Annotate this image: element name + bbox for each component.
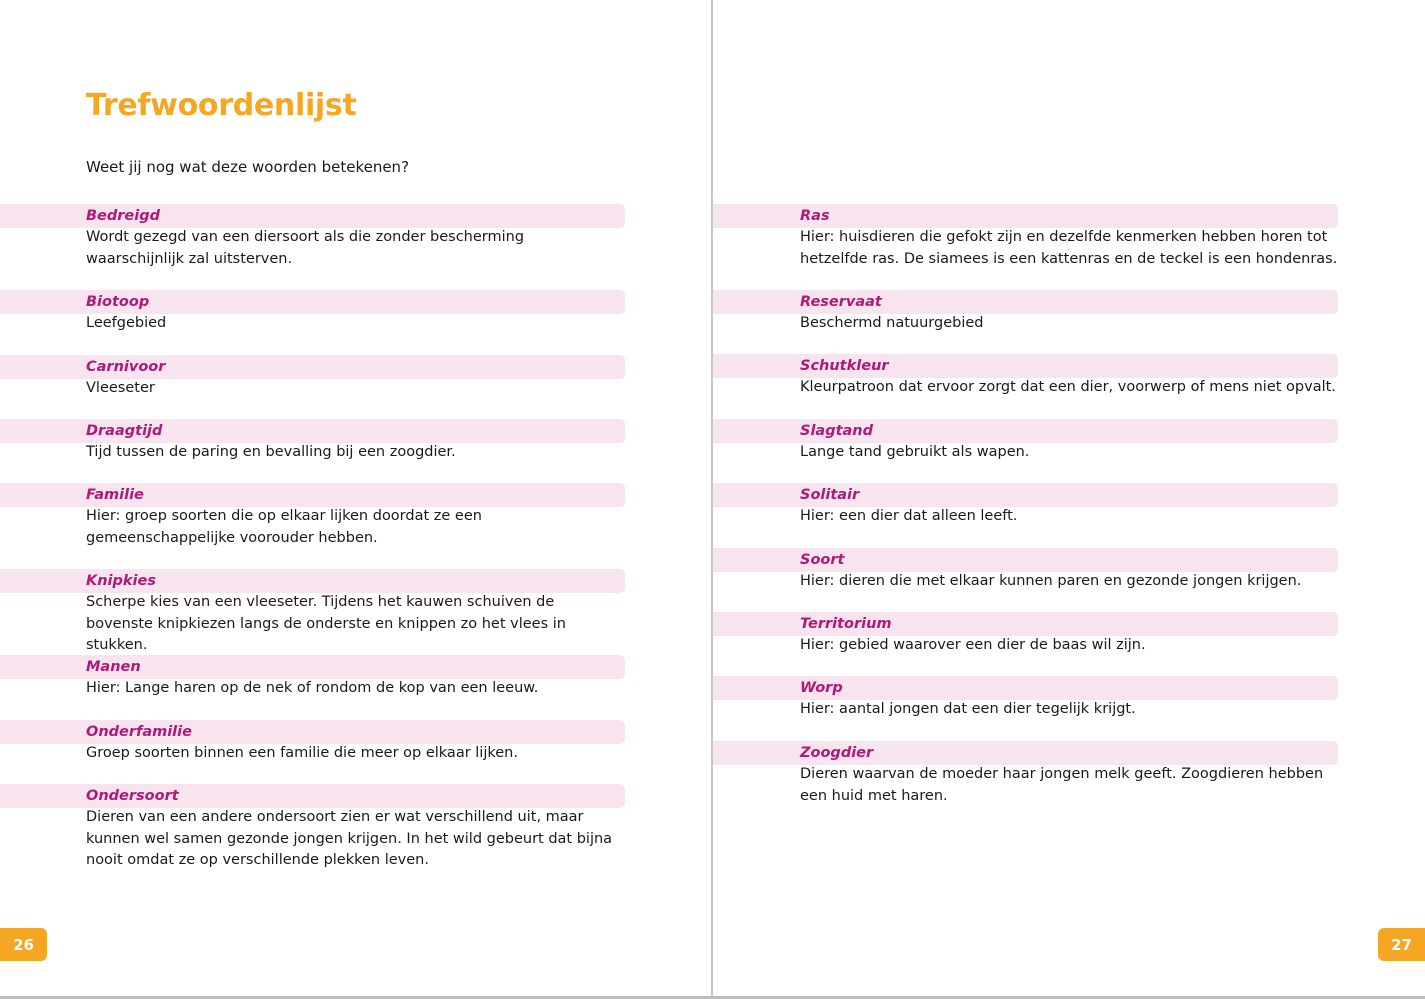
term-bar [0,483,625,507]
glossary-definition: Hier: dieren die met elkaar kunnen paren en gezonde jongen krijgen. [800,573,1302,589]
term-bar [713,204,1338,228]
glossary-term: Bedreigd [86,208,160,224]
glossary-term: Carnivoor [86,359,166,375]
term-bar [0,784,625,808]
term-bar [0,290,625,314]
intro-text: Weet jij nog wat deze woorden betekenen? [86,158,410,176]
glossary-list-right [713,0,1425,996]
glossary-entry [0,784,625,872]
glossary-entry [0,419,625,464]
glossary-definition: Beschermd natuurgebied [800,315,984,331]
glossary-entry [713,483,1338,528]
glossary-entry [713,290,1338,335]
glossary-entry [713,419,1338,464]
glossary-entry [713,676,1338,721]
glossary-term: Onderfamilie [86,724,192,740]
glossary-definition: Hier: aantal jongen dat een dier tegelijk krijgt. [800,701,1136,717]
glossary-definition: Hier: een dier dat alleen leeft. [800,508,1018,524]
glossary-term: Knipkies [86,573,156,589]
glossary-term: Ondersoort [86,788,179,804]
right-page [713,0,1425,996]
term-bar [0,655,625,679]
term-bar [0,355,625,379]
glossary-term: Solitair [800,487,860,503]
term-bar [713,354,1338,378]
term-bar [713,741,1338,765]
glossary-definition: Hier: huisdieren die gefokt zijn en dezelfde kenmerken hebben horen tot hetzelfde ras. De siamees is een kattenras en de teckel is een hondenras. [800,229,1338,267]
glossary-definition: Hier: gebied waarover een dier de baas wil zijn. [800,637,1146,653]
glossary-definition: Hier: Lange haren op de nek of rondom de kop van een leeuw. [86,680,539,696]
page-number: 26 [0,928,47,961]
glossary-entry [713,354,1338,399]
glossary-term: Ras [800,208,830,224]
page-number: 27 [1378,928,1425,961]
glossary-term: Territorium [800,616,892,632]
term-bar [0,720,625,744]
term-bar [0,204,625,228]
glossary-definition: Vleeseter [86,380,155,396]
glossary-definition: Scherpe kies van een vleeseter. Tijdens het kauwen schuiven de bovenste knipkiezen langs de onderste en knippen zo het vlees in stukken. [86,594,566,653]
glossary-term: Manen [86,659,141,675]
glossary-term: Biotoop [86,294,150,310]
glossary-entry [0,290,625,335]
term-bar [0,569,625,593]
glossary-definition: Wordt gezegd van een diersoort als die zonder bescherming waarschijnlijk zal uitsterven. [86,229,525,267]
glossary-definition: Tijd tussen de paring en bevalling bij een zoogdier. [86,444,456,460]
glossary-term: Schutkleur [800,358,889,374]
glossary-definition: Dieren van een andere ondersoort zien er wat verschillend uit, maar kunnen wel samen gezonde jongen krijgen. In het wild gebeurt dat bijna nooit omdat ze op verschillende plekken leven. [86,809,613,868]
glossary-entry [0,720,625,765]
glossary-entry [0,355,625,400]
glossary-term: Reservaat [800,294,882,310]
glossary-entry [0,569,625,657]
glossary-entry [713,548,1338,593]
glossary-list-left [0,0,711,996]
term-bar [713,290,1338,314]
glossary-entry [713,741,1338,807]
glossary-definition: Groep soorten binnen een familie die meer op elkaar lijken. [86,745,518,761]
glossary-entry [0,204,625,270]
glossary-definition: Hier: groep soorten die op elkaar lijken doordat ze een gemeenschappelijke voorouder hebben. [86,508,482,546]
glossary-entry [0,655,625,700]
glossary-definition: Leefgebied [86,315,167,331]
glossary-term: Slagtand [800,423,873,439]
glossary-entry [713,204,1338,270]
glossary-term: Soort [800,552,845,568]
term-bar [713,612,1338,636]
glossary-term: Familie [86,487,144,503]
page-title: Trefwoordenlijst [86,88,357,123]
glossary-definition: Kleurpatroon dat ervoor zorgt dat een dier, voorwerp of mens niet opvalt. [800,379,1336,395]
term-bar [713,419,1338,443]
glossary-entry [713,612,1338,657]
term-bar [713,483,1338,507]
glossary-term: Draagtijd [86,423,163,439]
glossary-definition: Dieren waarvan de moeder haar jongen melk geeft. Zoogdieren hebben een huid met haren. [800,766,1324,804]
glossary-term: Worp [800,680,843,696]
glossary-entry [0,483,625,549]
glossary-definition: Lange tand gebruikt als wapen. [800,444,1030,460]
term-bar [713,676,1338,700]
left-page [0,0,711,996]
glossary-term: Zoogdier [800,745,874,761]
term-bar [713,548,1338,572]
term-bar [0,419,625,443]
